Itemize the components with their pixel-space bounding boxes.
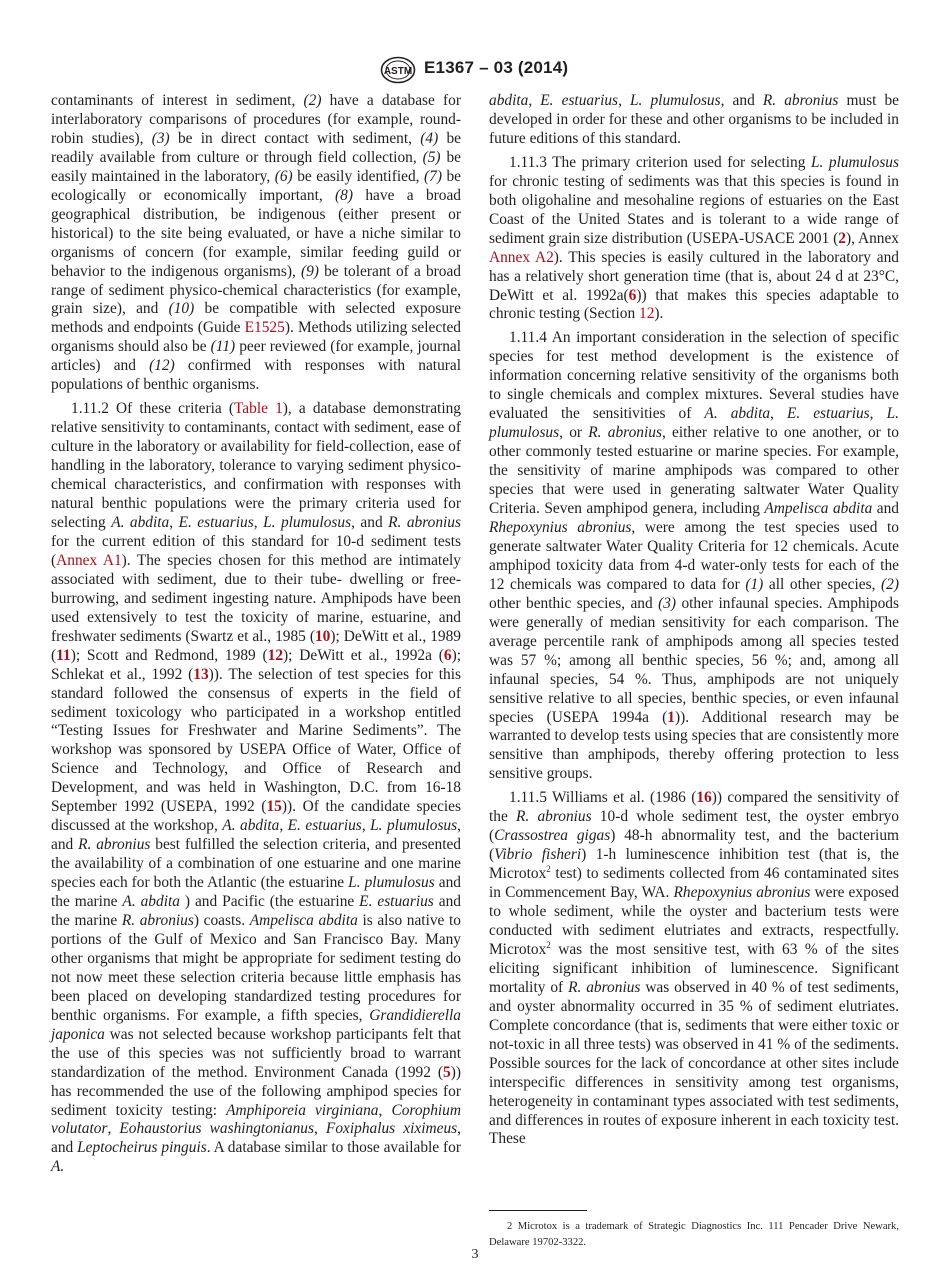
text-run: Amphiporeia virginiana	[226, 1101, 379, 1119]
text-run: , and	[720, 92, 763, 109]
text-run: ,	[313, 1120, 326, 1138]
text-run: ); Schlekat et al., 1992 (	[51, 646, 461, 683]
text-run: )). Of the candidate species discussed at the workshop,	[51, 798, 461, 835]
text-run: E. estuarius	[786, 405, 870, 423]
right-column	[489, 92, 899, 1149]
footnote: 2 Microtox is a trademark of Strategic Diagnostics Inc. 111 Pencader Drive Newark, Delaware 19702-3322.	[489, 1221, 899, 1248]
text-run: R. abronius	[388, 513, 461, 531]
text-run: be readily available from culture or through field collection,	[51, 129, 461, 166]
text-run: and	[872, 500, 899, 518]
text-run: be ecologically or economically important,	[51, 167, 461, 204]
text-run: ). This species is easily cultured in the laboratory and has a relatively short generation time (that is, about 24 d at 23°C, DeWitt et al. 1992a(	[489, 248, 899, 304]
paragraph-1-11-5	[489, 789, 899, 1149]
text-run: Ampelisca abdita	[764, 500, 873, 518]
text-run: 1.11.4 An important consideration in the selection of specific species for test method development is the existence of information concerning relative sensitivity of the organisms both to single chemicals and complex mixtures. Several studies have evaluated the sensitivities of	[489, 329, 899, 423]
paragraph-1-11-3	[489, 154, 899, 325]
text-run: be easily maintained in the laboratory,	[51, 148, 461, 185]
text-run: (10)	[168, 300, 195, 318]
text-run: and the marine	[51, 893, 461, 929]
text-run: for the current edition of this standard for 10-d sediment tests (	[51, 532, 461, 569]
text-run: (2)	[303, 92, 322, 109]
text-run: test) to sediments collected from 46 contaminated sites in Commencement Bay, WA.	[489, 865, 899, 902]
text-run: Crassostrea gigas	[494, 827, 611, 845]
cross-reference[interactable]: 15	[266, 798, 282, 816]
cross-reference[interactable]: 12	[267, 646, 284, 664]
text-run: ). The species chosen for this method are intimately associated with sediment, due to their tube- dwelling or free-burrowing, and sediment ingesting nature. Amphipods have been used extensively to test the toxicity of marine, estuarine, and freshwater sediments (Swartz et al., 1985 (	[51, 551, 461, 645]
text-run: . A database similar to those available for	[206, 1139, 461, 1157]
text-run: , and	[351, 513, 389, 531]
cross-reference[interactable]: 13	[193, 665, 209, 683]
cross-reference[interactable]: 5	[443, 1063, 451, 1081]
text-run: Rhepoxynius abronius	[489, 518, 632, 536]
text-run: )) that makes this species adaptable to chronic testing (Section	[489, 286, 899, 323]
text-run: be compatible with selected exposure methods and endpoints (Guide	[51, 300, 461, 337]
text-run: R. abronius	[762, 92, 839, 109]
text-run: ); DeWitt et al., 1989 (	[51, 627, 461, 664]
cross-reference[interactable]: 11	[56, 646, 71, 664]
cross-reference[interactable]: 16	[696, 789, 712, 807]
cross-reference[interactable]: E1525	[244, 319, 285, 337]
text-run: ,	[107, 1120, 120, 1138]
text-run: R. abronius	[516, 808, 592, 826]
text-run: (6)	[274, 167, 293, 185]
text-run: (9)	[300, 262, 319, 280]
cross-reference[interactable]: Table 1	[233, 400, 283, 418]
cross-reference[interactable]: 6	[443, 646, 452, 664]
text-run: R. abronius	[78, 836, 151, 854]
cross-reference[interactable]: Annex A2	[489, 248, 554, 266]
text-run: E. estuarius	[359, 893, 434, 911]
text-run: (11)	[210, 338, 236, 356]
text-run: R. abronius	[568, 978, 641, 996]
text-run: E. estuarius	[178, 513, 254, 531]
text-run: E. estuarius	[540, 92, 619, 109]
text-run: A. abdita	[704, 405, 771, 423]
text-run: confirmed with responses with natural populations of benthic organisms.	[51, 357, 461, 394]
text-run: ) and Pacific (the estuarine	[179, 893, 360, 911]
text-run: )) compared the sensitivity of the	[489, 789, 900, 826]
text-run: ,	[378, 1101, 392, 1119]
text-run: be easily identified,	[292, 167, 424, 185]
left-column	[51, 92, 461, 1177]
text-run: Leptocheirus pinguis	[77, 1139, 207, 1157]
text-run: (12)	[149, 357, 175, 375]
paragraph-1-11-2	[51, 400, 461, 1177]
text-run: abdita	[489, 92, 529, 109]
text-run: ,	[361, 817, 371, 835]
text-run: (5)	[422, 148, 441, 166]
text-run: all other species,	[763, 575, 882, 593]
text-run: E. estuarius	[287, 817, 362, 835]
text-run: )). Additional research may be warranted to develop tests using species that are consistently more sensitive than amphipods, thereby offering protection to less sensitive groups.	[489, 708, 899, 783]
text-run: (8)	[335, 186, 353, 204]
paragraph-1-11-4	[489, 329, 899, 784]
text-run: have a database for interlaboratory comparisons of procedures (for example, round-robin studies),	[51, 92, 462, 147]
text-run: best fulfilled the selection criteria, and presented the availability of a combination of one estuarine and one marine species each for both the Atlantic (the estuarine	[51, 836, 462, 892]
text-run: ), Annex	[845, 229, 899, 247]
cross-reference[interactable]: 6	[628, 286, 637, 304]
text-run: , and	[51, 1120, 461, 1157]
text-run: ) 48-h abnormality test, and the bacterium (	[489, 827, 899, 864]
text-run: (7)	[424, 167, 442, 185]
text-run: ) 1-h luminescence inhibition test (that is, the Microtox	[489, 846, 899, 883]
text-run: Vibrio fisheri	[494, 846, 582, 864]
text-run: Ampelisca abdita	[249, 911, 358, 929]
text-run: ,	[770, 405, 787, 423]
astm-logo-text: ASTM	[383, 66, 413, 77]
text-run: was the most sensitive test, with 63 % of the sites eliciting significant inhibition of luminescence. Significant mortality of	[489, 940, 899, 996]
footnote-divider	[489, 1210, 587, 1211]
text-run: contaminants of interest in sediment,	[51, 92, 304, 109]
cross-reference[interactable]: Annex A1	[56, 551, 122, 569]
text-run: ,	[618, 92, 630, 109]
text-run: other infaunal species. Amphipods were generally of median sensitivity for each comparison. The average percentile rank of amphipods among all species tested was 57 %; among all benthic species, 56 %; and, among all infaunal species, 54 %. Thus, amphipods are not uniquely sensitive relative to all species, benthic species, or even infaunal species (USEPA 1994a (	[489, 594, 899, 726]
text-run: ), a database demonstrating relative sensitivity to contaminants, contact with sediment, ease of culture in the laboratory or availability for field-collection, ease of handling in the laboratory, tolerance to varying sediment physico-chemical characteristics, and confirmation with responses with natural benthic populations were the primary criteria used for selecting	[51, 400, 461, 531]
text-run: 1.11.5 Williams et al. (1986 (	[509, 789, 697, 807]
text-run: was not selected because workshop participants felt that the use of this species was not sufficiently broad to warrant standardization of the method. Environment Canada (1992 (	[51, 1025, 461, 1081]
text-run: for chronic testing of sediments was that this species is found in both oligohaline and mesohaline regions of estuaries on the East Coast of the United States and is tolerant to a wide range of sediment grain size distribution (USEPA-USACE 2001 (	[489, 172, 899, 247]
cross-reference[interactable]: 12	[639, 305, 655, 323]
text-run: )) has recommended the use of the following amphipod species for sediment toxicity testing:	[51, 1063, 461, 1119]
text-run: (4)	[420, 129, 439, 147]
text-run: ).	[654, 305, 664, 323]
text-run: be tolerant of a broad range of sediment physico-chemical characteristics (for example, grain size), and	[51, 262, 461, 318]
text-run: and the marine	[51, 874, 461, 911]
footnote-marker: 2	[546, 864, 551, 874]
text-run: be in direct contact with sediment,	[169, 129, 421, 147]
text-run: Rhepoxynius abronius	[673, 884, 811, 902]
text-run: L. plumulosus	[810, 153, 899, 171]
text-run: ,	[169, 513, 179, 531]
text-run: have a broad geographical distribution, be indigenous (either present or historical) to the site being evaluated, or have a niche similar to organisms of concern (for example, similar feeding guild or behavior to the indigenous organisms),	[51, 186, 461, 280]
standard-designation: E1367 – 03 (2014)	[424, 58, 569, 77]
text-run: 1.11.3 The primary criterion used for selecting	[509, 153, 811, 171]
text-run: were exposed to whole sediment, while the oyster and bacterium tests were conducted with sediment elutriates and extracts, respectfully. Microtox	[489, 884, 899, 958]
text-run: (3)	[658, 594, 677, 612]
text-run: A. abdita	[222, 817, 280, 835]
text-run: ,	[528, 92, 541, 109]
text-run: 1.11.2 Of these criteria (	[71, 400, 234, 418]
text-run: must be developed in order for these and other organisms to be included in future editions of this standard.	[489, 92, 900, 147]
text-run: R. abronius	[588, 424, 662, 442]
text-run: A.	[51, 1158, 65, 1176]
text-run: (3)	[151, 129, 170, 147]
text-run: (1)	[745, 575, 764, 593]
text-run: A. abdita	[111, 513, 170, 531]
text-run: , were among the test species used to generate saltwater Water Quality Criteria for 12 chemicals. Acute amphipod toxicity data from 4-d water-only tests for each of the 12 chemicals was compared to data for	[489, 518, 899, 593]
paragraph-criteria-continued	[51, 92, 461, 395]
text-run: Grandidierella japonica	[51, 1006, 461, 1043]
text-run: Corophium volutator	[51, 1101, 461, 1138]
text-run: ,	[253, 513, 264, 531]
text-run: , and	[51, 817, 461, 854]
text-run: ); Scott and Redmond, 1989 (	[70, 646, 268, 664]
text-run: A. abdita	[122, 893, 180, 911]
text-run: R. abronius	[121, 911, 194, 929]
text-run: (2)	[881, 575, 899, 593]
text-run: was observed in 40 % of test sediments, and oyster abnormality occurred in 35 % of sediment elutriates. Complete concordance (that is, sediments that were either toxic or not-toxic in all three tests) was observed in 41 % of the sediments. Possible sources for the lack of concordance at other sites include interspecific differences in sensitivity among test organisms, heterogeneity in contaminant types associated with test sediments, and differences in routes of exposure inherent in each toxicity test. These	[489, 978, 899, 1148]
text-run: peer reviewed (for example, journal articles) and	[51, 338, 462, 375]
page-number: 3	[471, 1247, 479, 1262]
text-run: L. plumulosus	[370, 817, 458, 835]
text-run: L. plumulosus	[348, 874, 435, 892]
text-run: ,	[869, 405, 887, 423]
cross-reference[interactable]: 1	[667, 708, 675, 726]
text-run: )). The selection of test species for this standard followed the consensus of experts in the field of sediment toxicology who participated in a workshop entitled “Testing Issues for Freshwater and Marine Sediments”. The workshop was sponsored by USEPA Office of Water, Office of Science and Technology, and Office of Research and Development, and was held in Washington, D.C. from 16-18 September 1992 (USEPA, 1992 (	[51, 665, 462, 816]
cross-reference[interactable]: 10	[314, 627, 331, 645]
cross-reference[interactable]: 2	[838, 229, 846, 247]
astm-logo-icon	[380, 56, 416, 84]
text-run: 10-d whole sediment test, the oyster embryo (	[489, 808, 899, 845]
page-header	[0, 56, 950, 86]
text-run: L. plumulosus	[630, 92, 721, 109]
footnote-marker: 2	[546, 939, 551, 950]
text-run: , either relative to one another, or to other commonly tested estuarine or marine species. For example, the sensitivity of marine amphipods was compared to other species that were used in generating saltwater Water Quality Criteria. Seven amphipod genera, including	[489, 424, 899, 518]
text-run: ). Methods utilizing selected organisms should also be	[51, 319, 461, 356]
text-run: , or	[559, 424, 589, 442]
text-run: L. plumulosus	[263, 513, 352, 531]
text-run: Foxiphalus xiximeus	[325, 1120, 458, 1138]
text-run: ) coasts.	[193, 911, 250, 929]
text-run: ); DeWitt et al., 1992a (	[283, 646, 444, 664]
text-run: Eohaustorius washingtonianus	[119, 1120, 314, 1138]
text-run: L. plumulosus	[489, 405, 899, 442]
paragraph-1-11-2-continued	[489, 92, 899, 149]
text-run: other benthic species, and	[489, 594, 659, 612]
text-run: is also native to portions of the Gulf of Mexico and San Francisco Bay. Many other organisms that might be appropriate for sediment testing do not now meet these selection criteria because little emphasis has been placed on developing standardized testing procedures for benthic organisms. For example, a fifth species,	[51, 911, 461, 1024]
text-run: ,	[279, 817, 288, 835]
